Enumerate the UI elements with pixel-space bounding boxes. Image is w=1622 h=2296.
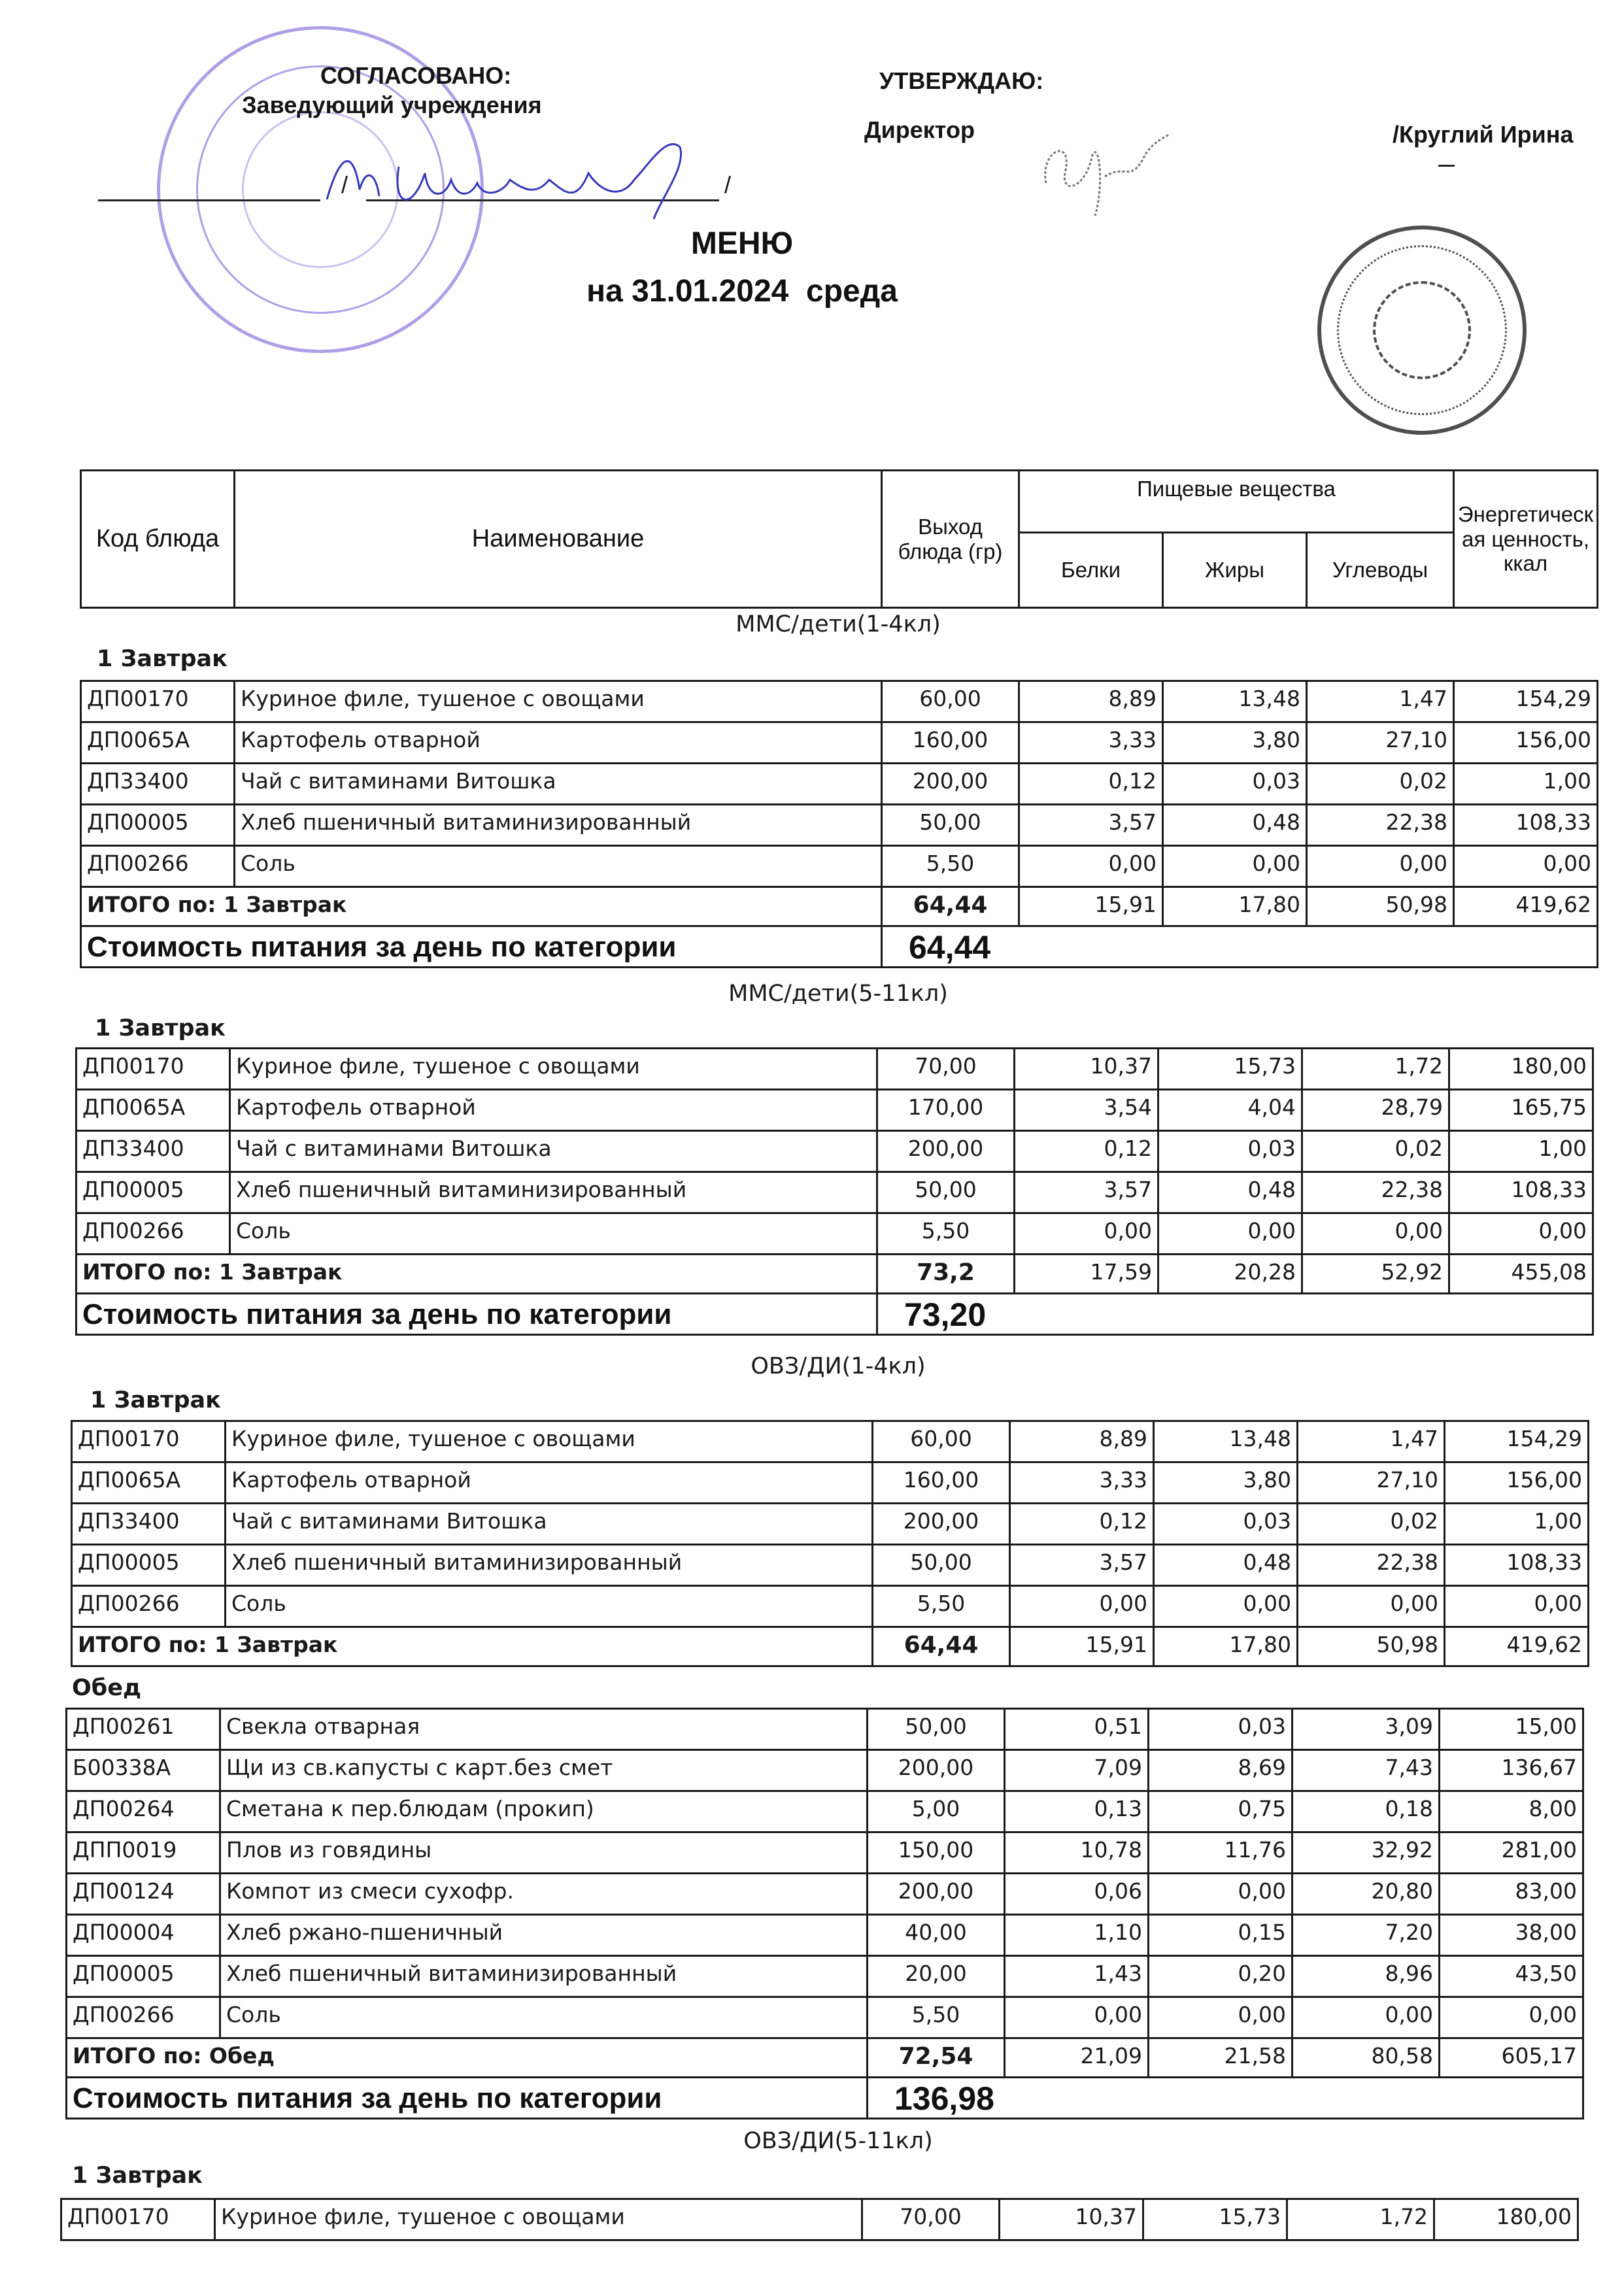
total-yield: 64,44 [873, 1627, 1010, 1666]
dish-code: ДП00266 [72, 1586, 226, 1627]
dish-carbs: 22,38 [1307, 805, 1454, 846]
dish-carbs: 32,92 [1293, 1832, 1440, 1874]
menu-table-header [80, 469, 1598, 609]
dish-yield: 50,00 [877, 1172, 1015, 1213]
dish-fat: 0,48 [1158, 1172, 1302, 1213]
menu-section-table [65, 1708, 1584, 2119]
approved-label: СОГЛАСОВАНО: [320, 62, 512, 89]
dish-protein: 1,43 [1005, 1956, 1149, 1997]
dish-protein: 0,00 [1010, 1586, 1154, 1627]
dish-fat: 3,80 [1154, 1462, 1298, 1504]
table-row [72, 1504, 1589, 1545]
dish-yield: 60,00 [873, 1421, 1010, 1462]
dish-fat: 15,73 [1158, 1049, 1302, 1090]
dish-protein: 0,00 [1005, 1997, 1149, 2038]
dish-carbs: 28,79 [1302, 1090, 1449, 1131]
dish-name: Соль [220, 1997, 868, 2038]
dish-name: Сметана к пер.блюдам (прокип) [220, 1791, 868, 1832]
dish-yield: 160,00 [882, 722, 1019, 764]
dish-yield: 60,00 [882, 681, 1019, 722]
dish-yield: 200,00 [868, 1874, 1005, 1915]
dish-protein: 10,37 [1015, 1049, 1158, 1090]
dish-fat: 11,76 [1149, 1832, 1293, 1874]
daily-cost-value: 136,98 [868, 2078, 1583, 2119]
dish-kcal: 156,00 [1454, 722, 1598, 764]
dish-protein: 7,09 [1005, 1750, 1149, 1791]
total-fat: 21,58 [1149, 2038, 1293, 2078]
dish-kcal: 154,29 [1445, 1421, 1589, 1462]
dish-yield: 150,00 [868, 1832, 1005, 1874]
dish-fat: 0,03 [1163, 764, 1307, 805]
dish-protein: 0,12 [1010, 1504, 1154, 1545]
dish-carbs: 1,72 [1287, 2199, 1434, 2240]
dish-carbs: 22,38 [1302, 1172, 1449, 1213]
total-yield: 73,2 [877, 1255, 1015, 1294]
dish-fat: 15,73 [1143, 2199, 1287, 2240]
total-row [76, 1255, 1593, 1294]
table-row [76, 1213, 1593, 1255]
table-row [72, 1421, 1589, 1462]
menu-section-table [71, 1420, 1589, 1667]
dish-fat: 8,69 [1149, 1750, 1293, 1791]
table-row [81, 846, 1598, 887]
column-header-protein: Белки [1019, 533, 1163, 608]
dish-protein: 0,12 [1019, 764, 1163, 805]
total-yield: 72,54 [868, 2038, 1005, 2078]
dish-protein: 3,54 [1015, 1090, 1158, 1131]
dish-protein: 3,57 [1015, 1172, 1158, 1213]
dish-yield: 40,00 [868, 1915, 1005, 1956]
dish-kcal: 38,00 [1440, 1915, 1583, 1956]
total-kcal: 455,08 [1449, 1255, 1593, 1294]
dish-code: ДП0065А [81, 722, 235, 764]
table-row [81, 764, 1598, 805]
dish-protein: 10,78 [1005, 1832, 1149, 1874]
dish-fat: 3,80 [1163, 722, 1307, 764]
total-protein: 15,91 [1010, 1627, 1154, 1666]
dish-carbs: 8,96 [1293, 1956, 1440, 1997]
dish-kcal: 8,00 [1440, 1791, 1583, 1832]
dish-code: ДП00170 [81, 681, 235, 722]
dish-name: Свекла отварная [220, 1709, 868, 1750]
dish-yield: 200,00 [868, 1750, 1005, 1791]
dish-code: ДП00264 [67, 1791, 220, 1832]
dish-code: ДП00170 [76, 1049, 230, 1090]
dish-code: ДП00266 [81, 846, 235, 887]
dish-kcal: 108,33 [1445, 1545, 1589, 1586]
table-row [67, 1997, 1583, 2038]
total-kcal: 419,62 [1445, 1627, 1589, 1666]
dish-yield: 5,00 [868, 1791, 1005, 1832]
dish-name: Куриное филе, тушеное с овощами [230, 1049, 877, 1090]
table-row [67, 1832, 1583, 1874]
dish-name: Соль [230, 1213, 877, 1255]
table-row [76, 1172, 1593, 1213]
dish-fat: 0,00 [1158, 1213, 1302, 1255]
dish-name: Хлеб пшеничный витаминизированный [226, 1545, 873, 1586]
dish-kcal: 165,75 [1449, 1090, 1593, 1131]
dish-yield: 20,00 [868, 1956, 1005, 1997]
dish-code: ДПП0019 [67, 1832, 220, 1874]
dish-code: ДП0065А [76, 1090, 230, 1131]
section-title-category: ММС/дети(1-4кл) [735, 611, 941, 637]
table-row [67, 1709, 1583, 1750]
dish-carbs: 0,18 [1293, 1791, 1440, 1832]
total-label: ИТОГО по: 1 Завтрак [81, 887, 882, 926]
director-handwritten-signature-icon [1033, 111, 1177, 242]
dish-protein: 3,57 [1019, 805, 1163, 846]
dish-code: Б00338А [67, 1750, 220, 1791]
section-title-category: ОВЗ/ДИ(1-4кл) [751, 1353, 926, 1379]
right-signer-position: Директор [864, 116, 975, 143]
total-label: ИТОГО по: 1 Завтрак [72, 1627, 873, 1666]
signature-separator: / [341, 171, 348, 198]
table-row [67, 1956, 1583, 1997]
column-header-code: Код блюда [81, 471, 235, 608]
total-protein: 21,09 [1005, 2038, 1149, 2078]
total-carbs: 52,92 [1302, 1255, 1449, 1294]
dish-protein: 3,57 [1010, 1545, 1154, 1586]
dish-yield: 70,00 [877, 1049, 1015, 1090]
dish-yield: 200,00 [873, 1504, 1010, 1545]
dish-code: ДП0065А [72, 1462, 226, 1504]
table-row [67, 1874, 1583, 1915]
dish-protein: 0,13 [1005, 1791, 1149, 1832]
dish-name: Чай с витаминами Витошка [230, 1131, 877, 1172]
dish-protein: 8,89 [1010, 1421, 1154, 1462]
dish-code: ДП00170 [72, 1421, 226, 1462]
dish-protein: 0,12 [1015, 1131, 1158, 1172]
dish-name: Щи из св.капусты с карт.без смет [220, 1750, 868, 1791]
dish-fat: 13,48 [1163, 681, 1307, 722]
dish-carbs: 20,80 [1293, 1874, 1440, 1915]
meal-title: 1 Завтрак [97, 646, 228, 672]
dish-kcal: 0,00 [1445, 1586, 1589, 1627]
column-header-name: Наименование [235, 471, 882, 608]
dish-protein: 0,51 [1005, 1709, 1149, 1750]
dish-carbs: 0,02 [1302, 1131, 1449, 1172]
section-title-category: ОВЗ/ДИ(5-11кл) [743, 2128, 933, 2154]
left-handwritten-signature-icon [314, 127, 719, 232]
dish-kcal: 83,00 [1440, 1874, 1583, 1915]
dish-carbs: 3,09 [1293, 1709, 1440, 1750]
dish-code: ДП00005 [72, 1545, 226, 1586]
dish-name: Соль [226, 1586, 873, 1627]
dish-carbs: 1,47 [1298, 1421, 1445, 1462]
daily-cost-value: 73,20 [877, 1294, 1593, 1335]
table-row [72, 1586, 1589, 1627]
dish-code: ДП33400 [76, 1131, 230, 1172]
column-header-yield: Выход блюда (гр) [882, 471, 1019, 608]
dish-yield: 5,50 [877, 1213, 1015, 1255]
signature-end: / [724, 171, 732, 198]
total-row [72, 1627, 1589, 1666]
table-row [61, 2199, 1578, 2240]
director-name: /Круглий Ирина [1393, 121, 1574, 148]
approve-label: УТВЕРЖДАЮ: [879, 67, 1044, 94]
total-label: ИТОГО по: 1 Завтрак [76, 1255, 877, 1294]
dish-fat: 0,48 [1163, 805, 1307, 846]
dish-carbs: 0,02 [1298, 1504, 1445, 1545]
dish-yield: 50,00 [882, 805, 1019, 846]
left-signature-line [98, 199, 320, 201]
table-row [72, 1545, 1589, 1586]
table-row [76, 1049, 1593, 1090]
dish-code: ДП00266 [76, 1213, 230, 1255]
dish-fat: 0,00 [1163, 846, 1307, 887]
dish-name: Хлеб ржано-пшеничный [220, 1915, 868, 1956]
daily-cost-row [81, 926, 1598, 968]
dish-yield: 50,00 [868, 1709, 1005, 1750]
dish-code: ДП00170 [61, 2199, 215, 2240]
daily-cost-row [67, 2078, 1583, 2119]
dish-kcal: 108,33 [1449, 1172, 1593, 1213]
dish-name: Хлеб пшеничный витаминизированный [235, 805, 882, 846]
dish-yield: 5,50 [868, 1997, 1005, 2038]
total-yield: 64,44 [882, 887, 1019, 926]
total-kcal: 419,62 [1454, 887, 1598, 926]
dish-yield: 170,00 [877, 1090, 1015, 1131]
dish-kcal: 136,67 [1440, 1750, 1583, 1791]
dish-name: Хлеб пшеничный витаминизированный [230, 1172, 877, 1213]
total-fat: 17,80 [1154, 1627, 1298, 1666]
dish-code: ДП00005 [67, 1956, 220, 1997]
dish-kcal: 1,00 [1449, 1131, 1593, 1172]
dish-fat: 0,00 [1149, 1874, 1293, 1915]
dish-yield: 70,00 [862, 2199, 1000, 2240]
dish-carbs: 1,47 [1307, 681, 1454, 722]
dish-kcal: 0,00 [1454, 846, 1598, 887]
dish-protein: 0,06 [1005, 1874, 1149, 1915]
dish-carbs: 27,10 [1298, 1462, 1445, 1504]
dish-kcal: 180,00 [1434, 2199, 1578, 2240]
table-row [67, 1915, 1583, 1956]
menu-section-table [60, 2198, 1579, 2241]
dish-carbs: 7,43 [1293, 1750, 1440, 1791]
dish-name: Хлеб пшеничный витаминизированный [220, 1956, 868, 1997]
total-row [67, 2038, 1583, 2078]
dish-fat: 0,03 [1154, 1504, 1298, 1545]
dish-fat: 0,75 [1149, 1791, 1293, 1832]
dish-carbs: 0,00 [1293, 1997, 1440, 2038]
column-header-carbs: Углеводы [1307, 533, 1454, 608]
dish-name: Чай с витаминами Витошка [235, 764, 882, 805]
dish-protein: 1,10 [1005, 1915, 1149, 1956]
dish-yield: 5,50 [873, 1586, 1010, 1627]
column-header-energy: Энергетическая ценность, ккал [1454, 471, 1598, 608]
dish-name: Куриное филе, тушеное с овощами [226, 1421, 873, 1462]
dish-code: ДП00266 [67, 1997, 220, 2038]
dish-kcal: 0,00 [1440, 1997, 1583, 2038]
dish-carbs: 27,10 [1307, 722, 1454, 764]
page-subtitle-date: на 31.01.2024 среда [586, 274, 898, 309]
table-row [81, 722, 1598, 764]
dish-kcal: 1,00 [1445, 1504, 1589, 1545]
page-title: МЕНЮ [690, 226, 794, 261]
dish-protein: 0,00 [1019, 846, 1163, 887]
dish-kcal: 15,00 [1440, 1709, 1583, 1750]
total-protein: 17,59 [1015, 1255, 1158, 1294]
table-row [67, 1791, 1583, 1832]
dish-protein: 8,89 [1019, 681, 1163, 722]
dish-kcal: 1,00 [1454, 764, 1598, 805]
dish-name: Картофель отварной [230, 1090, 877, 1131]
dish-carbs: 0,02 [1307, 764, 1454, 805]
dish-kcal: 43,50 [1440, 1956, 1583, 1997]
dish-fat: 13,48 [1154, 1421, 1298, 1462]
table-row [76, 1090, 1593, 1131]
dish-fat: 0,03 [1158, 1131, 1302, 1172]
menu-section-table [75, 1047, 1594, 1336]
dish-fat: 0,00 [1154, 1586, 1298, 1627]
dish-code: ДП33400 [81, 764, 235, 805]
dish-carbs: 1,72 [1302, 1049, 1449, 1090]
dish-fat: 0,20 [1149, 1956, 1293, 1997]
dish-fat: 0,48 [1154, 1545, 1298, 1586]
total-protein: 15,91 [1019, 887, 1163, 926]
dish-carbs: 0,00 [1298, 1586, 1445, 1627]
dish-kcal: 281,00 [1440, 1832, 1583, 1874]
meal-title: 1 Завтрак [95, 1015, 226, 1041]
dish-code: ДП00005 [76, 1172, 230, 1213]
dish-fat: 4,04 [1158, 1090, 1302, 1131]
dish-kcal: 0,00 [1449, 1213, 1593, 1255]
dish-carbs: 22,38 [1298, 1545, 1445, 1586]
daily-cost-label: Стоимость питания за день по категории [67, 2078, 868, 2119]
dish-protein: 0,00 [1015, 1213, 1158, 1255]
table-row [67, 1750, 1583, 1791]
column-header-nutrients: Пищевые вещества [1019, 471, 1454, 533]
meal-title: 1 Завтрак [90, 1387, 221, 1413]
total-carbs: 50,98 [1298, 1627, 1445, 1666]
dish-yield: 50,00 [873, 1545, 1010, 1586]
daily-cost-row [76, 1294, 1593, 1335]
daily-cost-label: Стоимость питания за день по категории [81, 926, 882, 968]
daily-cost-label: Стоимость питания за день по категории [76, 1294, 877, 1335]
dish-protein: 3,33 [1019, 722, 1163, 764]
dish-name: Компот из смеси сухофр. [220, 1874, 868, 1915]
dish-kcal: 156,00 [1445, 1462, 1589, 1504]
dish-name: Соль [235, 846, 882, 887]
meal-title: Обед [72, 1675, 142, 1701]
dish-name: Куриное филе, тушеное с овощами [235, 681, 882, 722]
dish-carbs: 0,00 [1307, 846, 1454, 887]
dish-fat: 0,03 [1149, 1709, 1293, 1750]
dish-code: ДП00261 [67, 1709, 220, 1750]
dish-name: Картофель отварной [226, 1462, 873, 1504]
dish-name: Куриное филе, тушеное с овощами [215, 2199, 862, 2240]
dish-code: ДП33400 [72, 1504, 226, 1545]
table-row [81, 805, 1598, 846]
dish-protein: 10,37 [1000, 2199, 1143, 2240]
dish-code: ДП00005 [81, 805, 235, 846]
dish-carbs: 0,00 [1302, 1213, 1449, 1255]
total-fat: 17,80 [1163, 887, 1307, 926]
total-kcal: 605,17 [1440, 2038, 1583, 2078]
total-fat: 20,28 [1158, 1255, 1302, 1294]
dish-kcal: 108,33 [1454, 805, 1598, 846]
total-carbs: 50,98 [1307, 887, 1454, 926]
menu-section-table [80, 680, 1598, 968]
dish-fat: 0,15 [1149, 1915, 1293, 1956]
director-name-underline [1438, 165, 1455, 167]
dish-carbs: 7,20 [1293, 1915, 1440, 1956]
total-row [81, 887, 1598, 926]
table-row [76, 1131, 1593, 1172]
dish-yield: 160,00 [873, 1462, 1010, 1504]
column-header-fat: Жиры [1163, 533, 1307, 608]
dish-yield: 5,50 [882, 846, 1019, 887]
table-row [81, 681, 1598, 722]
dish-kcal: 180,00 [1449, 1049, 1593, 1090]
dish-code: ДП00004 [67, 1915, 220, 1956]
left-signer-position: Заведующий учреждения [242, 92, 542, 118]
dish-protein: 3,33 [1010, 1462, 1154, 1504]
dish-kcal: 154,29 [1454, 681, 1598, 722]
dish-yield: 200,00 [877, 1131, 1015, 1172]
total-carbs: 80,58 [1293, 2038, 1440, 2078]
section-title-category: ММС/дети(5-11кл) [728, 981, 948, 1007]
dish-fat: 0,00 [1149, 1997, 1293, 2038]
meal-title: 1 Завтрак [72, 2163, 203, 2189]
dish-name: Чай с витаминами Витошка [226, 1504, 873, 1545]
dish-name: Плов из говядины [220, 1832, 868, 1874]
dish-name: Картофель отварной [235, 722, 882, 764]
daily-cost-value: 64,44 [882, 926, 1598, 968]
total-label: ИТОГО по: Обед [67, 2038, 868, 2078]
dish-yield: 200,00 [882, 764, 1019, 805]
dish-code: ДП00124 [67, 1874, 220, 1915]
table-row [72, 1462, 1589, 1504]
